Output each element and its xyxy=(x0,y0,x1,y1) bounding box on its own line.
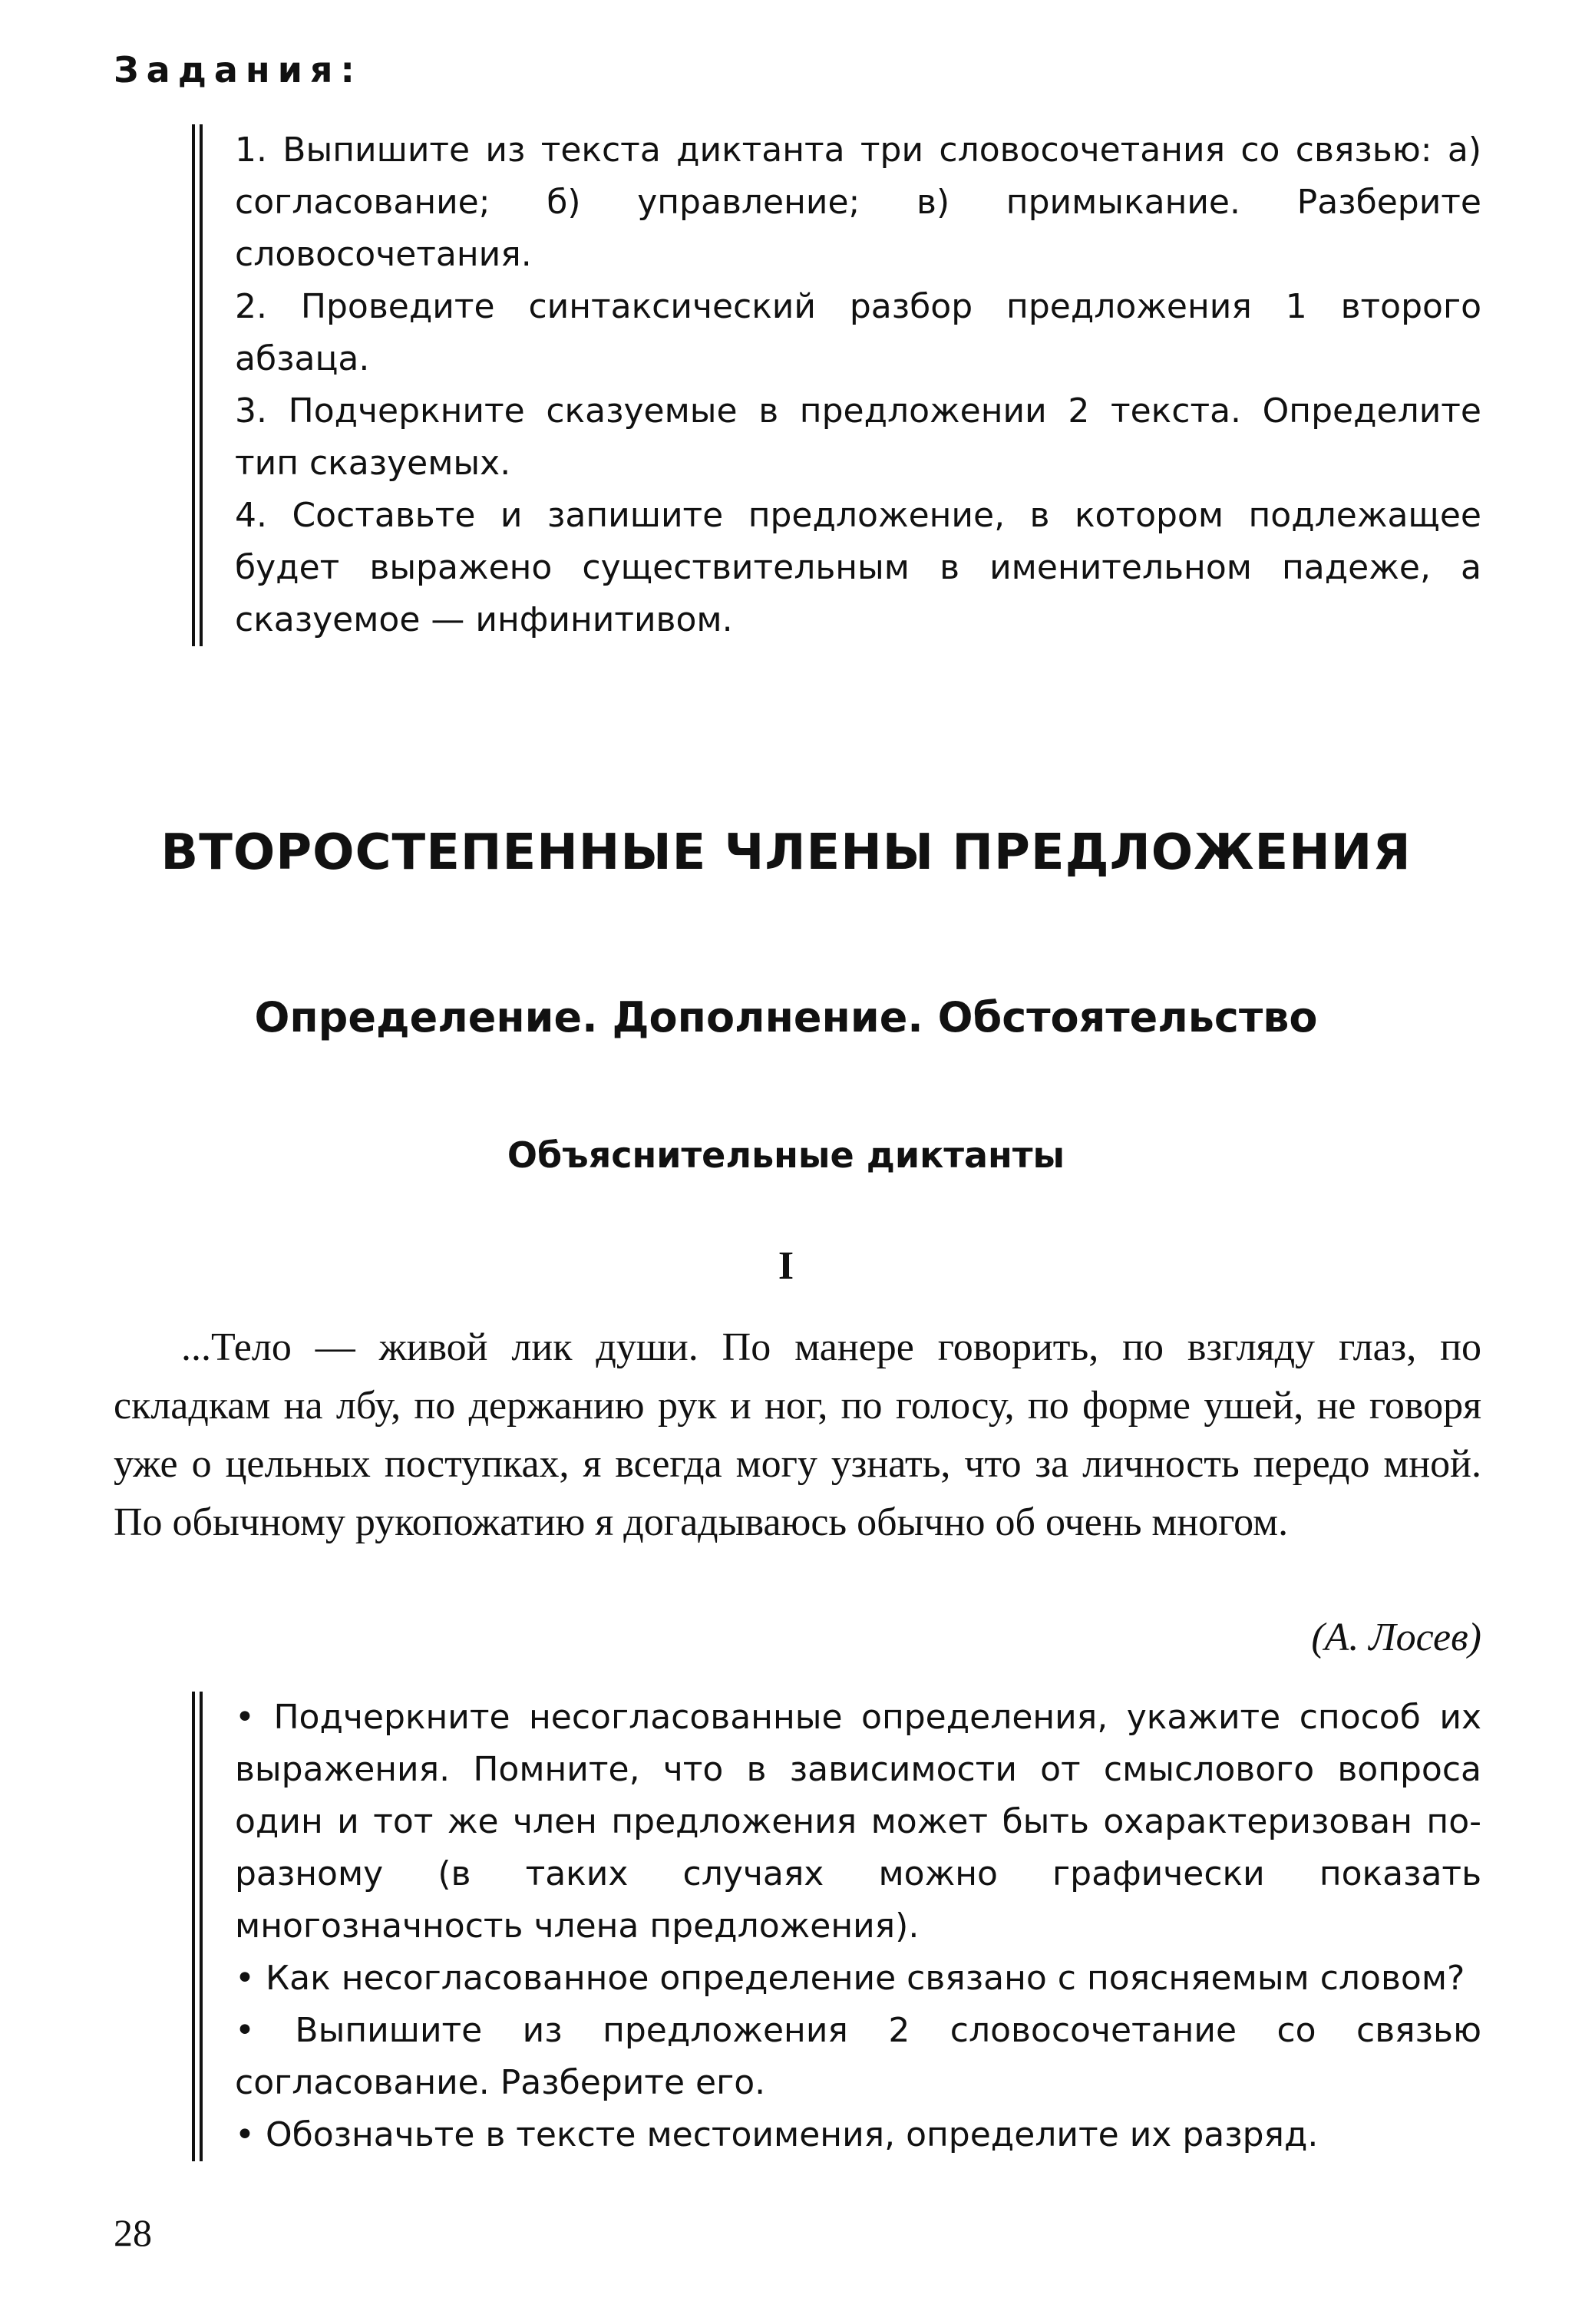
question-item: • Как несогласованное определение связано с поясняемым словом? xyxy=(235,1959,1465,1998)
dictation-attribution: (А. Лосев) xyxy=(1311,1616,1481,1659)
page-number: 28 xyxy=(114,2211,152,2254)
dictation-type-heading: Объяснительные диктанты xyxy=(507,1134,1065,1176)
double-bar-marker xyxy=(192,1692,203,2161)
section-title: ВТОРОСТЕПЕННЫЕ ЧЛЕНЫ ПРЕДЛОЖЕНИЯ xyxy=(160,824,1412,881)
question-item: • Подчеркните несогласованные определения, укажите способ их выражения. Помните, что в зависимости от смыслового вопроса один и тот же член предложения может быть охарактеризован по-разному (в таких случаях можно графически показать многозначность члена предложения). xyxy=(235,1698,1481,1946)
tasks-heading: Задания: xyxy=(114,49,362,91)
double-bar-marker xyxy=(192,124,203,646)
question-item: • Обозначьте в тексте местоимения, определите их разряд. xyxy=(235,2115,1319,2154)
task-item: 3. Подчеркните сказуемые в предложении 2 текста. Определите тип сказуемых. xyxy=(235,391,1481,483)
task-item: 1. Выпишите из текста диктанта три словосочетания со связью: а) согласование; б) управление; в) примыкание. Разберите словосочетания. xyxy=(235,130,1481,274)
section-subtitle: Определение. Дополнение. Обстоятельство xyxy=(254,993,1318,1042)
tasks-block xyxy=(192,124,1481,646)
dictation-text: ...Тело — живой лик души. По манере говорить, по взгляду глаз, по складкам на лбу, по держанию рук и ног, по голосу, по форме ушей, не говоря уже о цельных поступках, я всегда могу узнать, что за личность передо мной. По обычному рукопожатию я догадываюсь обычно об очень многом. xyxy=(114,1325,1481,1544)
task-item: 4. Составьте и запишите предложение, в котором подлежащее будет выражено существительным в именительном падеже, а сказуемое — инфинитивом. xyxy=(235,496,1481,639)
questions-block xyxy=(192,1692,1481,2161)
tasks-list xyxy=(235,124,1481,646)
question-item: • Выпишите из предложения 2 словосочетание со связью согласование. Разберите его. xyxy=(235,2011,1481,2102)
dictation-number: I xyxy=(778,1244,794,1288)
task-item: 2. Проведите синтаксический разбор предложения 1 второго абзаца. xyxy=(235,287,1481,378)
questions-list xyxy=(235,1692,1481,2161)
